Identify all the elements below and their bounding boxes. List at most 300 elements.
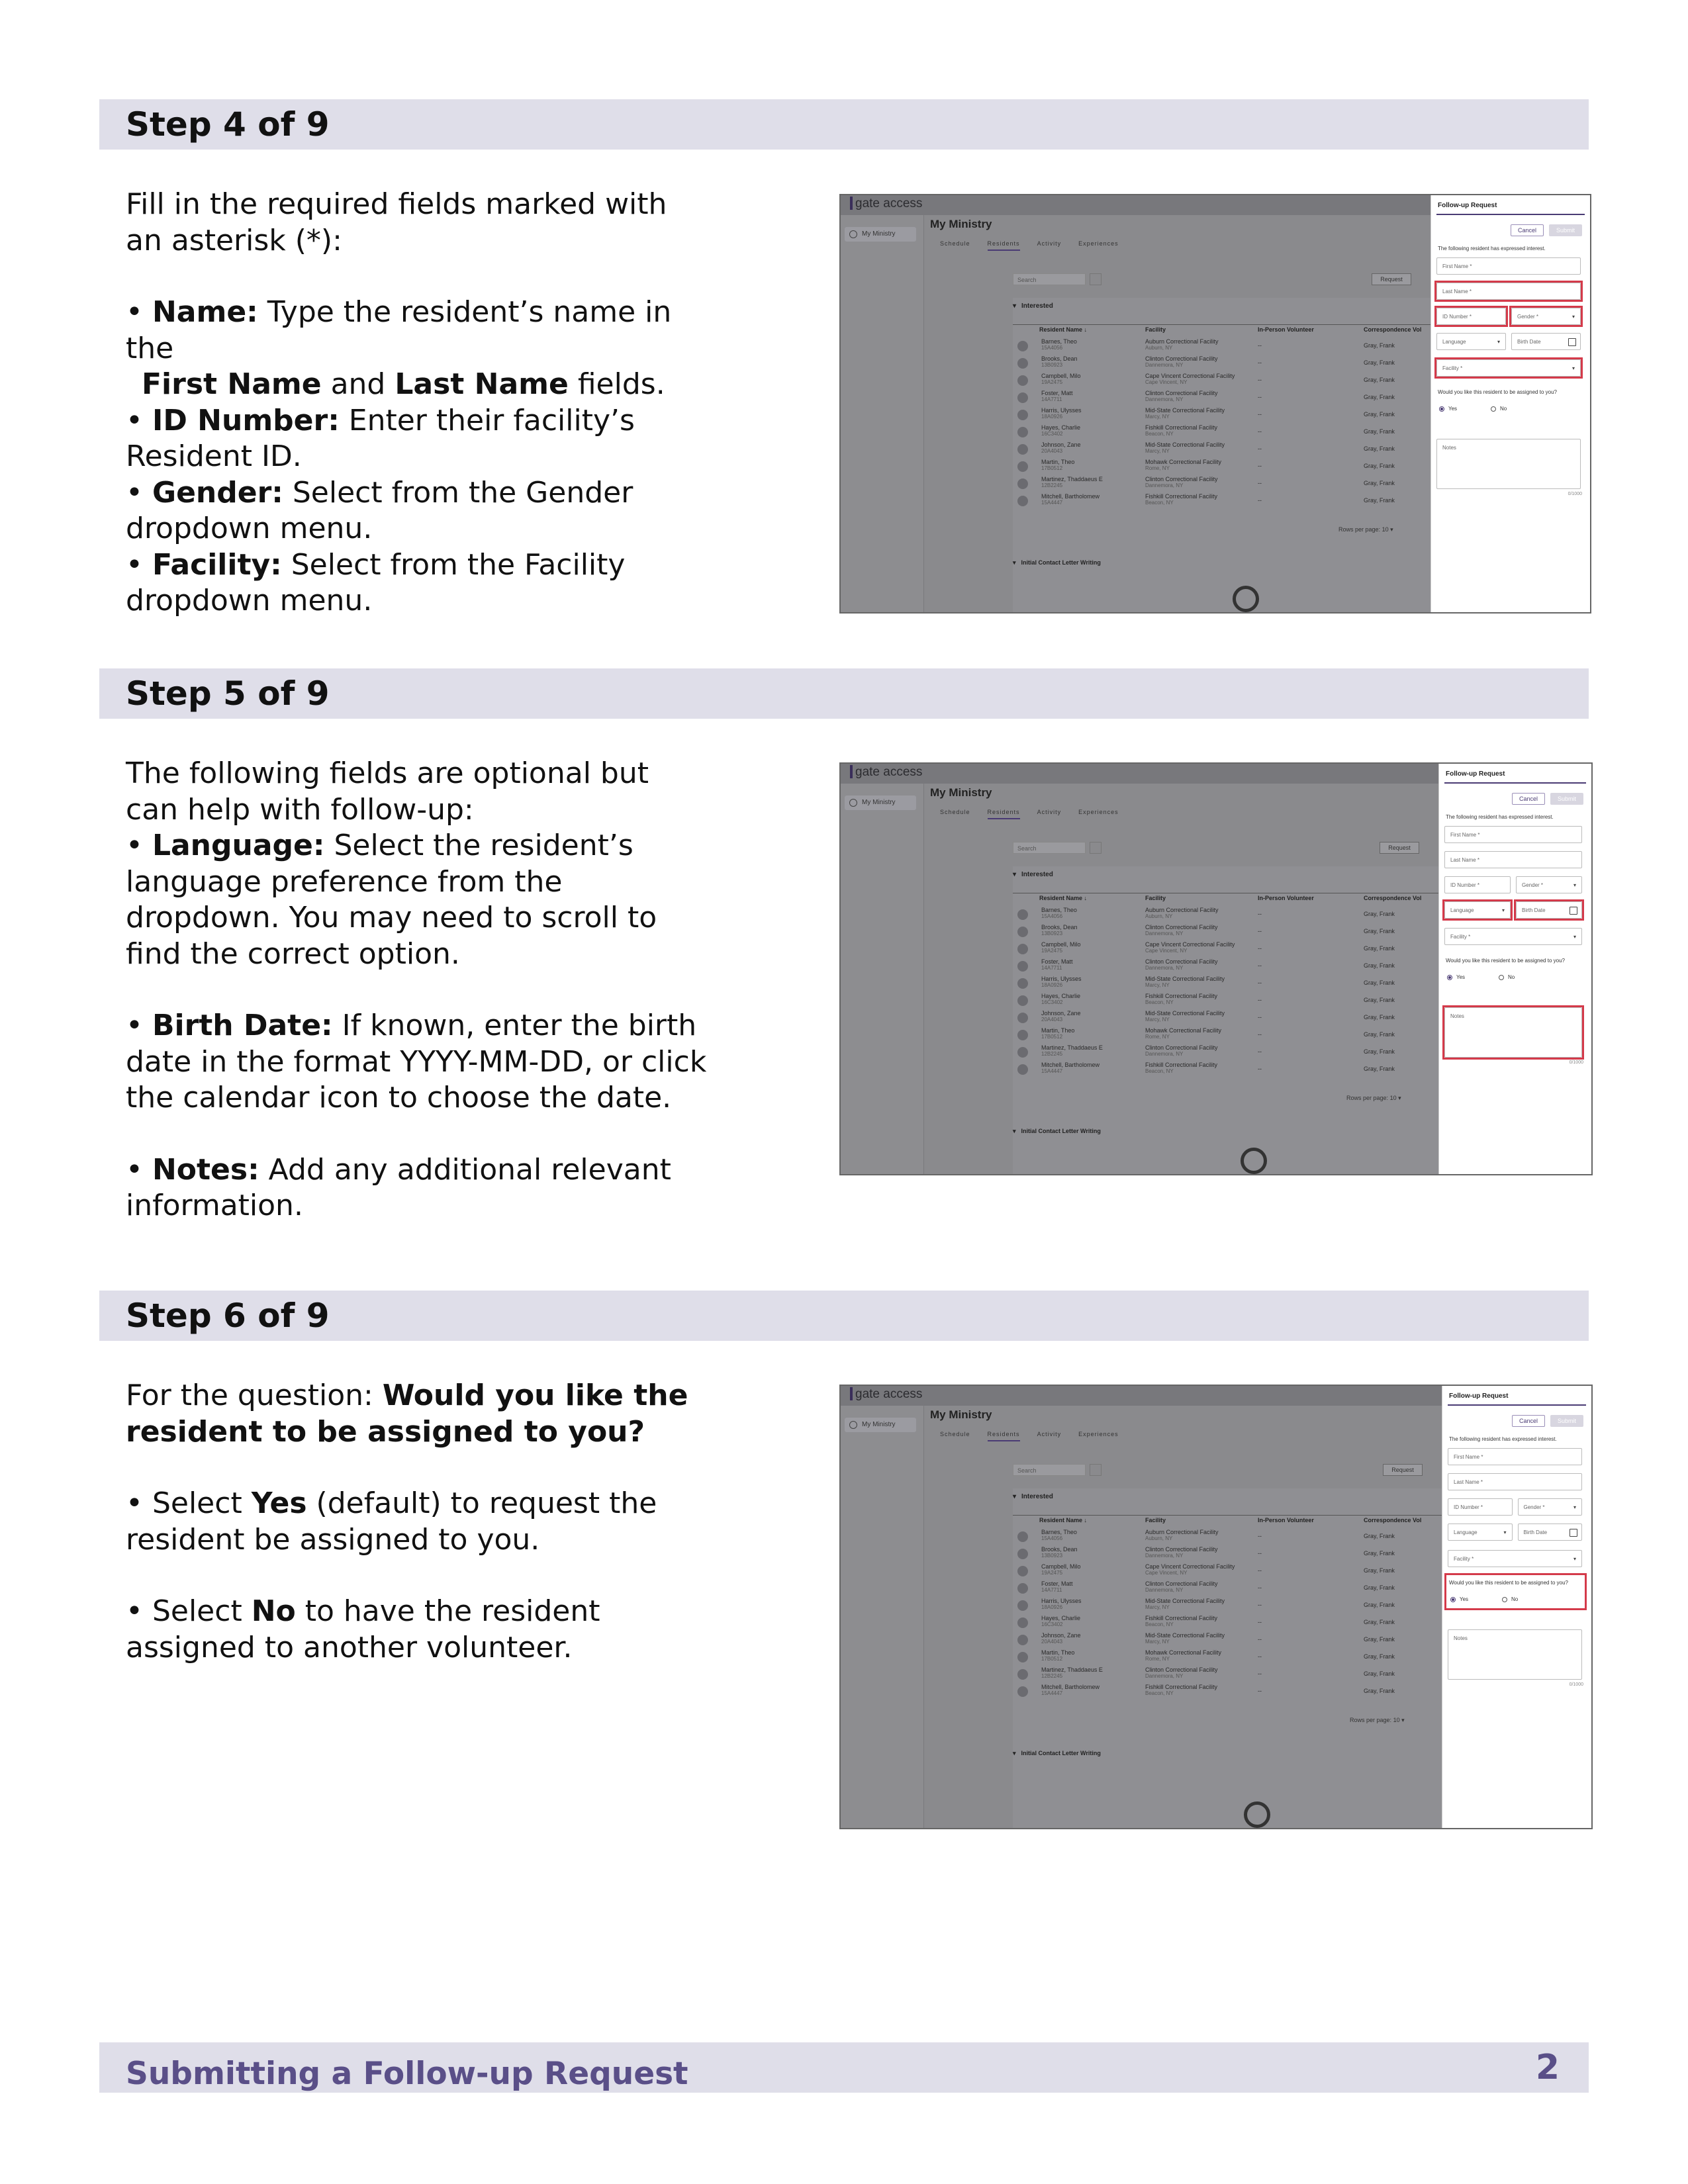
- tab-schedule[interactable]: Schedule: [940, 809, 970, 815]
- app-logo: gate access: [850, 197, 922, 211]
- resident-facility: [1145, 1044, 1218, 1058]
- id-number-field-label: ID Number *: [1450, 882, 1480, 888]
- sidebar-item-my-ministry[interactable]: My Ministry: [845, 227, 916, 242]
- resident-name-text: Foster, Matt: [1041, 958, 1073, 965]
- resident-name: [1041, 907, 1077, 920]
- step-5-bullet-language: • Language: Select the resident’s language preference from the dropdown. You may need to scroll to find the correct option.: [126, 829, 657, 971]
- table-row[interactable]: [1016, 1062, 1413, 1079]
- column-header: Resident Name ↓: [1039, 1517, 1088, 1524]
- cancel-button[interactable]: Cancel: [1512, 793, 1545, 805]
- table-row[interactable]: [1016, 407, 1413, 424]
- avatar-icon: [1017, 944, 1028, 954]
- in-person-volunteer: --: [1258, 359, 1262, 366]
- table-row[interactable]: [1016, 1649, 1413, 1666]
- last-name-field[interactable]: [1444, 851, 1582, 868]
- table-row[interactable]: [1016, 1598, 1413, 1615]
- rows-per-page: [1346, 1095, 1401, 1102]
- resident-name: [1041, 1649, 1074, 1662]
- table-row[interactable]: [1016, 1529, 1413, 1546]
- id-number-field[interactable]: [1448, 1498, 1513, 1516]
- resident-name-text: Johnson, Zane: [1041, 441, 1081, 448]
- avatar-icon: [1017, 358, 1028, 369]
- language-select[interactable]: [1448, 1524, 1513, 1541]
- notes-textarea[interactable]: Notes: [1436, 439, 1581, 489]
- resident-id: 15A4447: [1041, 1690, 1063, 1696]
- submit-button[interactable]: Submit: [1549, 224, 1582, 236]
- step-6-instructions: [126, 1378, 708, 1666]
- resident-name: [1041, 1010, 1081, 1023]
- table-row[interactable]: [1016, 1027, 1413, 1044]
- facility-location: Beacon, NY: [1145, 431, 1174, 437]
- step-6-title: Step 6 of 9: [126, 1297, 330, 1335]
- correspondence-volunteer: Gray, Frank: [1364, 445, 1395, 452]
- correspondence-volunteer: Gray, Frank: [1364, 497, 1395, 504]
- step-5-bullet-notes: • Notes: Add any additional relevant information.: [126, 1152, 671, 1222]
- resident-name-text: Harris, Ulysses: [1041, 407, 1082, 414]
- submit-button[interactable]: Submit: [1550, 793, 1583, 805]
- section-initial-contact[interactable]: ▾ Initial Contact Letter Writing: [1013, 1750, 1101, 1757]
- facility-name: Mid-State Correctional Facility: [1145, 1010, 1225, 1017]
- rows-per-page-select[interactable]: 10 ▾: [1389, 1095, 1401, 1101]
- tab-residents[interactable]: Residents: [988, 240, 1020, 251]
- id-number-field-label: ID Number *: [1454, 1504, 1483, 1510]
- column-header: Resident Name ↓: [1039, 895, 1088, 901]
- in-person-volunteer: --: [1258, 1653, 1262, 1660]
- birth-date-field[interactable]: [1518, 1524, 1583, 1541]
- search-input[interactable]: Search: [1013, 1464, 1086, 1476]
- resident-id: 17B0512: [1041, 1656, 1063, 1662]
- facility-location: Auburn, NY: [1145, 1535, 1173, 1541]
- birth-date-field-label: Birth Date: [1517, 339, 1541, 345]
- step-6-header: [99, 1291, 1589, 1341]
- radio-yes[interactable]: [1439, 406, 1457, 412]
- cancel-button[interactable]: Cancel: [1512, 1415, 1545, 1427]
- resident-facility: [1145, 424, 1217, 437]
- resident-name: [1041, 1632, 1081, 1645]
- in-person-volunteer: --: [1258, 463, 1262, 469]
- resident-facility: [1145, 1563, 1235, 1576]
- avatar-icon: [1017, 1600, 1028, 1611]
- tab-schedule[interactable]: Schedule: [940, 240, 970, 247]
- resident-id: 14A7711: [1041, 396, 1062, 402]
- resident-name: [1041, 1546, 1078, 1559]
- resident-facility: [1145, 459, 1221, 472]
- calendar-icon[interactable]: [1570, 1529, 1577, 1537]
- first-name-field-label: First Name *: [1442, 263, 1472, 269]
- highlight-box: [1509, 306, 1583, 327]
- table-row[interactable]: [1016, 1615, 1413, 1632]
- step-5-screenshot: [839, 762, 1593, 1175]
- follow-up-drawer: [1430, 195, 1590, 612]
- in-person-volunteer: --: [1258, 1670, 1262, 1677]
- request-button[interactable]: Request: [1383, 1464, 1423, 1476]
- correspondence-volunteer: Gray, Frank: [1364, 997, 1395, 1003]
- tab-activity[interactable]: Activity: [1037, 1431, 1062, 1437]
- resident-facility: [1145, 373, 1235, 386]
- resident-name-text: Campbell, Milo: [1041, 373, 1081, 379]
- table-row[interactable]: [1016, 338, 1413, 355]
- request-button[interactable]: Request: [1372, 273, 1411, 285]
- resident-id: 12B2245: [1041, 1673, 1063, 1679]
- table-row[interactable]: [1016, 1684, 1413, 1701]
- request-button[interactable]: Request: [1380, 842, 1419, 854]
- facility-name: Clinton Correctional Facility: [1145, 355, 1218, 362]
- search-icon[interactable]: [1090, 273, 1102, 285]
- facility-select-label: Facility *: [1442, 365, 1463, 371]
- facility-location: Dannemora, NY: [1145, 396, 1184, 402]
- correspondence-volunteer: Gray, Frank: [1364, 1533, 1395, 1539]
- last-name-field[interactable]: [1448, 1473, 1582, 1490]
- facility-name: Clinton Correctional Facility: [1145, 1580, 1218, 1587]
- first-name-field[interactable]: [1444, 826, 1582, 843]
- avatar-icon: [1017, 1583, 1028, 1594]
- step-4-bullet-name-cont: First Name and Last Name fields.: [142, 367, 665, 401]
- tab-activity[interactable]: Activity: [1037, 809, 1062, 815]
- resident-id: 14A7711: [1041, 965, 1062, 971]
- radio-selected-icon: [1447, 975, 1452, 980]
- avatar-icon: [1017, 1617, 1028, 1628]
- in-person-volunteer: --: [1258, 997, 1262, 1003]
- drawer-title: Follow-up Request: [1446, 770, 1505, 778]
- resident-id: 13B0923: [1041, 931, 1063, 936]
- chevron-down-icon: ▾: [1501, 907, 1505, 913]
- radio-no[interactable]: [1491, 406, 1507, 412]
- correspondence-volunteer: Gray, Frank: [1364, 480, 1395, 486]
- in-person-volunteer: --: [1258, 1048, 1262, 1055]
- table-row[interactable]: [1016, 373, 1413, 390]
- table-row[interactable]: [1016, 355, 1413, 373]
- facility-name: Mid-State Correctional Facility: [1145, 1598, 1225, 1604]
- resident-name-text: Hayes, Charlie: [1041, 424, 1081, 431]
- resident-id: 16C3402: [1041, 999, 1063, 1005]
- column-header: In-Person Volunteer: [1258, 326, 1314, 333]
- follow-up-drawer: [1442, 1386, 1591, 1828]
- highlight-box: [1444, 1573, 1587, 1610]
- step-5-title: Step 5 of 9: [126, 674, 330, 713]
- avatar-icon: [1017, 1047, 1028, 1058]
- radio-yes-label: Yes: [1460, 1596, 1469, 1602]
- resident-name: [1041, 1529, 1077, 1542]
- tab-schedule[interactable]: Schedule: [940, 1431, 970, 1437]
- table-row[interactable]: [1016, 476, 1413, 493]
- correspondence-volunteer: Gray, Frank: [1364, 945, 1395, 952]
- residents-table: [1016, 338, 1413, 510]
- section-initial-contact[interactable]: ▾ Initial Contact Letter Writing: [1013, 559, 1101, 567]
- facility-name: Clinton Correctional Facility: [1145, 1666, 1218, 1673]
- facility-location: Dannemora, NY: [1145, 931, 1184, 936]
- search-illustration-icon: [1244, 1801, 1270, 1828]
- facility-location: Beacon, NY: [1145, 500, 1174, 506]
- id-number-field[interactable]: [1444, 876, 1511, 893]
- app-window: [841, 764, 1591, 1174]
- table-row[interactable]: [1016, 493, 1413, 510]
- resident-name-text: Harris, Ulysses: [1041, 976, 1082, 982]
- table-row[interactable]: [1016, 390, 1413, 407]
- birth-date-field[interactable]: [1511, 333, 1581, 350]
- step-5-instructions: [126, 756, 708, 1224]
- table-row[interactable]: [1016, 441, 1413, 459]
- in-person-volunteer: --: [1258, 1550, 1262, 1557]
- in-person-volunteer: --: [1258, 928, 1262, 934]
- facility-name: Clinton Correctional Facility: [1145, 1546, 1218, 1553]
- facility-select-label: Facility *: [1450, 934, 1471, 940]
- resident-id: 19A2475: [1041, 948, 1063, 954]
- highlight-box: [1434, 357, 1583, 379]
- highlight-box: [1514, 899, 1584, 921]
- in-person-volunteer: --: [1258, 394, 1262, 400]
- resident-name-text: Campbell, Milo: [1041, 1563, 1081, 1570]
- in-person-volunteer: --: [1258, 445, 1262, 452]
- in-person-volunteer: --: [1258, 1619, 1262, 1625]
- resident-id: 16C3402: [1041, 1621, 1063, 1627]
- resident-id: 12B2245: [1041, 1051, 1063, 1057]
- facility-name: Clinton Correctional Facility: [1145, 476, 1218, 482]
- notes-textarea[interactable]: Notes: [1444, 1007, 1582, 1058]
- table-row[interactable]: [1016, 1546, 1413, 1563]
- notes-char-counter: 0/1000: [1569, 1682, 1583, 1687]
- table-row[interactable]: [1016, 1563, 1413, 1580]
- correspondence-volunteer: Gray, Frank: [1364, 1636, 1395, 1643]
- facility-name: Cape Vincent Correctional Facility: [1145, 941, 1235, 948]
- first-name-field[interactable]: [1448, 1448, 1582, 1465]
- step-5-intro: The following fields are optional but can help with follow-up:: [126, 756, 649, 827]
- table-row[interactable]: [1016, 941, 1413, 958]
- avatar-icon: [1017, 427, 1028, 437]
- resident-id: 13B0923: [1041, 362, 1063, 368]
- resident-name-text: Foster, Matt: [1041, 390, 1073, 396]
- resident-name: [1041, 993, 1080, 1006]
- gender-select-label: Gender *: [1522, 882, 1544, 888]
- facility-location: Beacon, NY: [1145, 1068, 1174, 1074]
- tab-activity[interactable]: Activity: [1037, 240, 1062, 247]
- resident-id: 15A4447: [1041, 1068, 1063, 1074]
- search-icon[interactable]: [1090, 1464, 1102, 1476]
- app-logo: gate access: [850, 765, 922, 780]
- resident-facility: [1145, 1529, 1219, 1542]
- facility-name: Fishkill Correctional Facility: [1145, 1615, 1218, 1621]
- search-icon[interactable]: [1090, 842, 1102, 854]
- table-row[interactable]: [1016, 1666, 1413, 1684]
- gender-select[interactable]: [1516, 876, 1582, 893]
- section-interested[interactable]: ▾ Interested: [1013, 302, 1053, 310]
- chevron-down-icon: ▾: [1573, 1556, 1576, 1562]
- facility-name: Cape Vincent Correctional Facility: [1145, 1563, 1235, 1570]
- radio-yes[interactable]: [1447, 974, 1465, 980]
- resident-name: [1041, 1598, 1082, 1611]
- step-4-bullet-name: • Name: Type the resident’s name in the: [126, 295, 672, 365]
- resident-id: 20A4043: [1041, 1639, 1063, 1645]
- resident-name-text: Barnes, Theo: [1041, 338, 1077, 345]
- step-4-title: Step 4 of 9: [126, 105, 330, 144]
- search-input[interactable]: Search: [1013, 842, 1086, 854]
- correspondence-volunteer: Gray, Frank: [1364, 411, 1395, 418]
- tab-experiences[interactable]: Experiences: [1078, 1431, 1119, 1437]
- resident-id: 15A4056: [1041, 1535, 1063, 1541]
- resident-name: [1041, 924, 1078, 937]
- resident-name: [1041, 958, 1073, 972]
- rows-per-page-select[interactable]: 10 ▾: [1382, 526, 1393, 533]
- tab-residents[interactable]: Residents: [988, 1431, 1020, 1441]
- radio-no-label: No: [1508, 974, 1515, 980]
- tab-experiences[interactable]: Experiences: [1078, 809, 1119, 815]
- sidebar-item-my-ministry[interactable]: My Ministry: [845, 796, 916, 810]
- radio-unselected-icon: [1499, 975, 1504, 980]
- step-6-screenshot: [839, 1385, 1593, 1829]
- facility-location: Marcy, NY: [1145, 448, 1170, 454]
- resident-facility: [1145, 1666, 1218, 1680]
- table-row[interactable]: [1016, 958, 1413, 976]
- search-illustration-icon: [1233, 586, 1259, 612]
- facility-name: Mid-State Correctional Facility: [1145, 1632, 1225, 1639]
- table-row[interactable]: [1016, 924, 1413, 941]
- last-name-field-label: Last Name *: [1442, 289, 1472, 295]
- radio-unselected-icon: [1491, 406, 1496, 412]
- facility-name: Auburn Correctional Facility: [1145, 338, 1219, 345]
- in-person-volunteer: --: [1258, 1066, 1262, 1072]
- submit-button[interactable]: Submit: [1550, 1415, 1583, 1427]
- step-5-bullet-birthdate: • Birth Date: If known, enter the birth date in the format YYYY-MM-DD, or click the calendar icon to choose the date.: [126, 1009, 707, 1115]
- resident-name-text: Barnes, Theo: [1041, 1529, 1077, 1535]
- cancel-button[interactable]: Cancel: [1511, 224, 1544, 236]
- app-sidebar: [841, 1406, 924, 1828]
- assign-question: Would you like this resident to be assigned to you?: [1446, 958, 1565, 964]
- table-row[interactable]: [1016, 459, 1413, 476]
- avatar-icon: [1017, 1030, 1028, 1040]
- gender-select[interactable]: [1518, 1498, 1583, 1516]
- residents-table: [1016, 907, 1413, 1079]
- resident-facility: [1145, 993, 1217, 1006]
- avatar-icon: [1017, 995, 1028, 1006]
- language-select-label: Language: [1454, 1529, 1477, 1535]
- facility-location: Dannemora, NY: [1145, 965, 1184, 971]
- resident-name-text: Hayes, Charlie: [1041, 993, 1081, 999]
- search-input[interactable]: Search: [1013, 273, 1086, 285]
- table-row[interactable]: [1016, 976, 1413, 993]
- language-select-label: Language: [1450, 907, 1474, 913]
- in-person-volunteer: --: [1258, 1014, 1262, 1021]
- column-header: Correspondence Vol: [1364, 895, 1422, 901]
- in-person-volunteer: --: [1258, 497, 1262, 504]
- table-row[interactable]: [1016, 1632, 1413, 1649]
- sidebar-item-my-ministry[interactable]: My Ministry: [845, 1418, 916, 1432]
- highlight-box: [1442, 1005, 1584, 1060]
- step-4-bullet-gender: • Gender: Select from the Gender dropdown menu.: [126, 475, 633, 545]
- in-person-volunteer: --: [1258, 1602, 1262, 1608]
- in-person-volunteer: --: [1258, 911, 1262, 917]
- resident-name-text: Martinez, Thaddaeus E: [1041, 1666, 1103, 1673]
- correspondence-volunteer: Gray, Frank: [1364, 1670, 1395, 1677]
- language-select-label: Language: [1442, 339, 1466, 345]
- avatar-icon: [1017, 392, 1028, 403]
- tab-residents[interactable]: Residents: [988, 809, 1020, 819]
- gender-select-label: Gender *: [1523, 1504, 1545, 1510]
- facility-name: Fishkill Correctional Facility: [1145, 424, 1218, 431]
- section-interested[interactable]: ▾ Interested: [1013, 871, 1053, 878]
- correspondence-volunteer: Gray, Frank: [1364, 962, 1395, 969]
- drawer-title: Follow-up Request: [1449, 1392, 1509, 1400]
- column-header: In-Person Volunteer: [1258, 895, 1314, 901]
- tab-experiences[interactable]: Experiences: [1078, 240, 1119, 247]
- residents-table: [1016, 1529, 1413, 1701]
- resident-facility: [1145, 958, 1218, 972]
- gender-select-label: Gender *: [1517, 314, 1539, 320]
- correspondence-volunteer: Gray, Frank: [1364, 1567, 1395, 1574]
- resident-name: [1041, 1027, 1074, 1040]
- resident-name-text: Mitchell, Bartholomew: [1041, 1684, 1100, 1690]
- drawer-intro: The following resident has expressed interest.: [1449, 1436, 1557, 1442]
- resident-id: 17B0512: [1041, 1034, 1063, 1040]
- facility-location: Cape Vincent, NY: [1145, 948, 1188, 954]
- assign-question: Would you like this resident to be assigned to you?: [1438, 389, 1557, 395]
- drawer-title-underline: [1436, 214, 1585, 215]
- facility-location: Rome, NY: [1145, 1034, 1170, 1040]
- resident-id: 19A2475: [1041, 1570, 1063, 1576]
- column-header: Facility: [1145, 326, 1166, 333]
- resident-name: [1041, 373, 1081, 386]
- highlight-box: [1434, 281, 1583, 302]
- facility-location: Dannemora, NY: [1145, 1553, 1184, 1559]
- rows-per-page-label: Rows per page:: [1350, 1717, 1392, 1723]
- radio-selected-icon: [1439, 406, 1444, 412]
- facility-select[interactable]: [1448, 1550, 1582, 1567]
- table-row[interactable]: [1016, 907, 1413, 924]
- resident-name-text: Martinez, Thaddaeus E: [1041, 476, 1103, 482]
- resident-id: 20A4043: [1041, 448, 1063, 454]
- chevron-down-icon: ▾: [1573, 882, 1576, 888]
- app-window: [841, 1386, 1591, 1828]
- step-4-header: [99, 99, 1589, 150]
- highlight-box: [1434, 306, 1508, 327]
- section-initial-contact[interactable]: ▾ Initial Contact Letter Writing: [1013, 1128, 1101, 1135]
- rows-per-page-select[interactable]: 10 ▾: [1393, 1717, 1405, 1723]
- resident-name: [1041, 493, 1100, 506]
- resident-facility: [1145, 1632, 1225, 1645]
- resident-name: [1041, 1580, 1073, 1594]
- id-number-field-label: ID Number *: [1442, 314, 1472, 320]
- resident-facility: [1145, 1062, 1217, 1075]
- chevron-down-icon: ▾: [1573, 934, 1576, 940]
- facility-select[interactable]: [1444, 928, 1582, 945]
- avatar-icon: [1017, 1652, 1028, 1662]
- first-name-field[interactable]: [1436, 257, 1581, 275]
- resident-id: 17B0512: [1041, 465, 1063, 471]
- avatar-icon: [1017, 341, 1028, 351]
- column-header: Facility: [1145, 1517, 1166, 1524]
- table-row[interactable]: [1016, 1010, 1413, 1027]
- table-row[interactable]: [1016, 424, 1413, 441]
- rows-per-page: [1350, 1717, 1405, 1724]
- calendar-icon[interactable]: [1568, 338, 1576, 346]
- notes-textarea[interactable]: Notes: [1448, 1629, 1582, 1680]
- follow-up-drawer: [1438, 764, 1591, 1174]
- section-interested[interactable]: ▾ Interested: [1013, 1493, 1053, 1500]
- rows-per-page-label: Rows per page:: [1346, 1095, 1389, 1101]
- correspondence-volunteer: Gray, Frank: [1364, 428, 1395, 435]
- table-row[interactable]: [1016, 1580, 1413, 1598]
- radio-no[interactable]: [1499, 974, 1515, 980]
- facility-location: Rome, NY: [1145, 1656, 1170, 1662]
- table-row[interactable]: [1016, 1044, 1413, 1062]
- facility-location: Auburn, NY: [1145, 345, 1173, 351]
- correspondence-volunteer: Gray, Frank: [1364, 1602, 1395, 1608]
- facility-name: Auburn Correctional Facility: [1145, 907, 1219, 913]
- birth-date-field-label: Birth Date: [1522, 907, 1546, 913]
- table-row[interactable]: [1016, 993, 1413, 1010]
- avatar-icon: [1017, 1549, 1028, 1559]
- app-page-title: My Ministry: [930, 1408, 992, 1421]
- avatar-icon: [1017, 1566, 1028, 1576]
- language-select[interactable]: [1436, 333, 1506, 350]
